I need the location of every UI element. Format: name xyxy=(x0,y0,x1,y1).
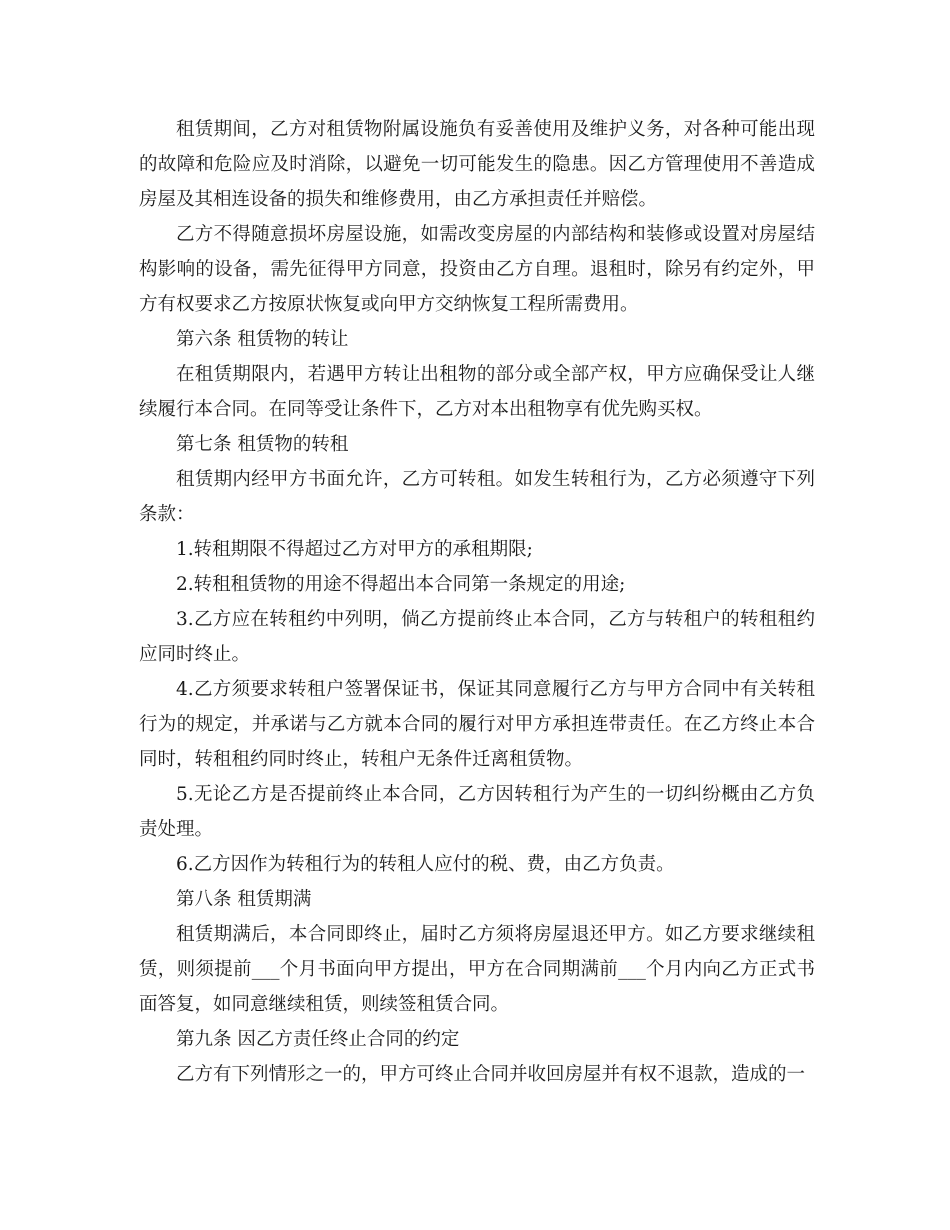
list-item-sublease-4: 4.乙方须要求转租户签署保证书，保证其同意履行乙方与甲方合同中有关转租行为的规定，并承诺与乙方就本合同的履行对甲方承担连带责任。在乙方终止本合同时，转租租约同时终止，转租户无条件迁离租赁物。 xyxy=(139,679,815,770)
article-8-heading: 第八条 租赁期满 xyxy=(176,889,312,910)
paragraph-maintenance-obligation: 租赁期间，乙方对租赁物附属设施负有妥善使用及维护义务，对各种可能出现的故障和危险应及时消除，以避免一切可能发生的隐患。因乙方管理使用不善造成房屋及其相连设备的损失和维修费用，由乙方承担责任并赔偿。 xyxy=(139,119,815,210)
list-item-sublease-2: 2.转租租赁物的用途不得超出本合同第一条规定的用途; xyxy=(176,574,626,595)
article-9-heading: 第九条 因乙方责任终止合同的约定 xyxy=(176,1029,460,1050)
article-7-heading: 第七条 租赁物的转租 xyxy=(176,434,349,455)
paragraph-no-damage: 乙方不得随意损坏房屋设施，如需改变房屋的内部结构和装修或设置对房屋结构影响的设备，需先征得甲方同意，投资由乙方自理。退租时，除另有约定外，甲方有权要求乙方按原状恢复或向甲方交纳恢复工程所需费用。 xyxy=(139,224,815,315)
list-item-sublease-5: 5.无论乙方是否提前终止本合同，乙方因转租行为产生的一切纠纷概由乙方负责处理。 xyxy=(139,784,815,840)
paragraph-transfer: 在租赁期限内，若遇甲方转让出租物的部分或全部产权，甲方应确保受让人继续履行本合同。在同等受让条件下，乙方对本出租物享有优先购买权。 xyxy=(139,364,815,420)
list-item-sublease-3: 3.乙方应在转租约中列明，倘乙方提前终止本合同，乙方与转租户的转租租约应同时终止。 xyxy=(139,609,815,665)
document-body xyxy=(139,112,815,1092)
article-6-heading: 第六条 租赁物的转让 xyxy=(176,329,349,350)
paragraph-lease-expiry: 租赁期满后，本合同即终止，届时乙方须将房屋退还甲方。如乙方要求继续租赁，则须提前___个月书面向甲方提出，甲方在合同期满前___个月内向乙方正式书面答复，如同意继续租赁，则续签租赁合同。 xyxy=(139,924,815,1015)
paragraph-termination-conditions: 乙方有下列情形之一的，甲方可终止合同并收回房屋并有权不退款，造成的一 xyxy=(176,1064,806,1085)
paragraph-sublease-intro: 租赁期内经甲方书面允许，乙方可转租。如发生转租行为，乙方必须遵守下列条款： xyxy=(139,469,815,525)
list-item-sublease-1: 1.转租期限不得超过乙方对甲方的承租期限; xyxy=(176,539,533,560)
list-item-sublease-6: 6.乙方因作为转租行为的转租人应付的税、费，由乙方负责。 xyxy=(176,854,675,875)
